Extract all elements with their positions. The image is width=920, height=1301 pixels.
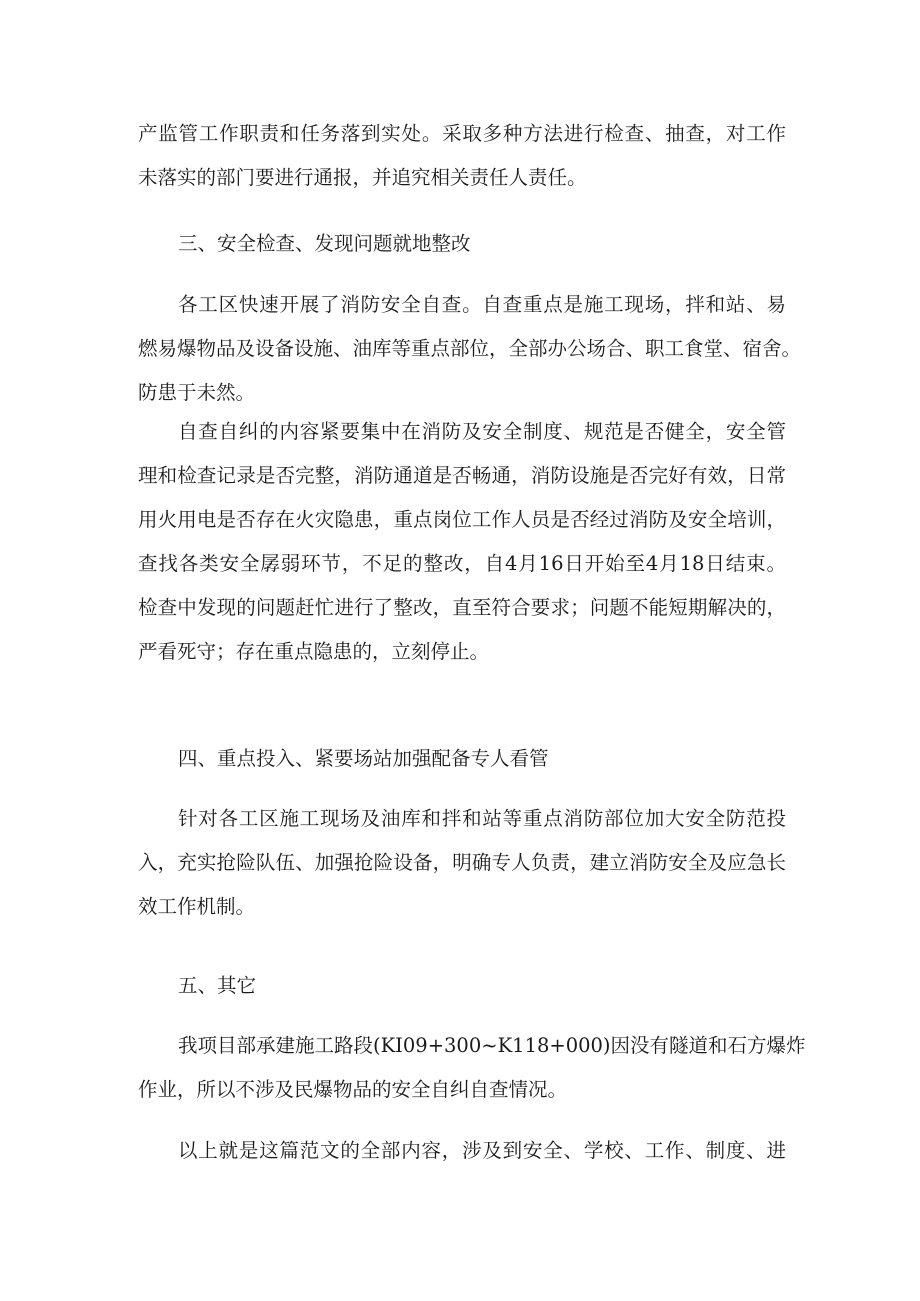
text-line: 效工作机制。 [138,895,256,918]
text-line: 防患于未然。 [138,381,256,404]
text-line: 各工区快速开展了消防安全自查。自查重点是施工现场，拌和站、易 [178,293,786,316]
section-heading-4 [138,737,786,781]
paragraph-self-check [138,283,802,415]
text-line: 理和检查记录是否完整，消防通道是否畅通，消防设施是否完好有效，日常 [138,464,786,487]
text-line: 我项目部承建施工路段(KI09+300~K118+000)因没有隧道和石方爆炸 [178,1034,806,1057]
text-line: 作业，所以不涉及民爆物品的安全自纠自查情况。 [138,1078,568,1101]
text-line: 产监管工作职责和任务落到实处。采取多种方法进行检查、抽查，对工作 [138,122,786,145]
text-line: 针对各工区施工现场及油库和拌和站等重点消防部位加大安全防范投 [178,807,786,830]
text-line: 自查自纠的内容紧要集中在消防及安全制度、规范是否健全，安全管 [178,420,786,443]
text-line: 严看死守；存在重点隐患的，立刻停止。 [138,640,490,663]
text-line: 检查中发现的问题赶忙进行了整改，直至符合要求；问题不能短期解决的， [138,596,786,619]
section-heading-text: 五、其它 [178,974,257,997]
text-line: 用火用电是否存在火灾隐患，重点岗位工作人员是否经过消防及安全培训， [138,508,786,531]
paragraph-content [138,410,786,674]
paragraph-other [138,1024,806,1112]
text-line: 查找各类安全孱弱环节，不足的整改，自4月16日开始至4月18日结束。 [138,552,786,575]
text-line: 燃易爆物品及设备设施、油库等重点部位，全部办公场合、职工食堂、宿舍。 [138,337,802,360]
text-line: 以上就是这篇范文的全部内容，涉及到安全、学校、工作、制度、进 [178,1139,786,1162]
text-line: 未落实的部门要进行通报，并追究相关责任人责任。 [138,166,587,189]
paragraph-closing [138,1129,786,1173]
section-heading-5 [138,964,786,1008]
section-heading-text: 四、重点投入、紧要场站加强配备专人看管 [178,747,549,770]
paragraph-investment [138,797,786,929]
section-heading-text: 三、安全检查、发现问题就地整改 [178,232,471,255]
paragraph-continuation [138,112,786,200]
section-heading-3 [138,222,786,266]
text-line: 入，充实抢险队伍、加强抢险设备，明确专人负责，建立消防安全及应急长 [138,851,786,874]
